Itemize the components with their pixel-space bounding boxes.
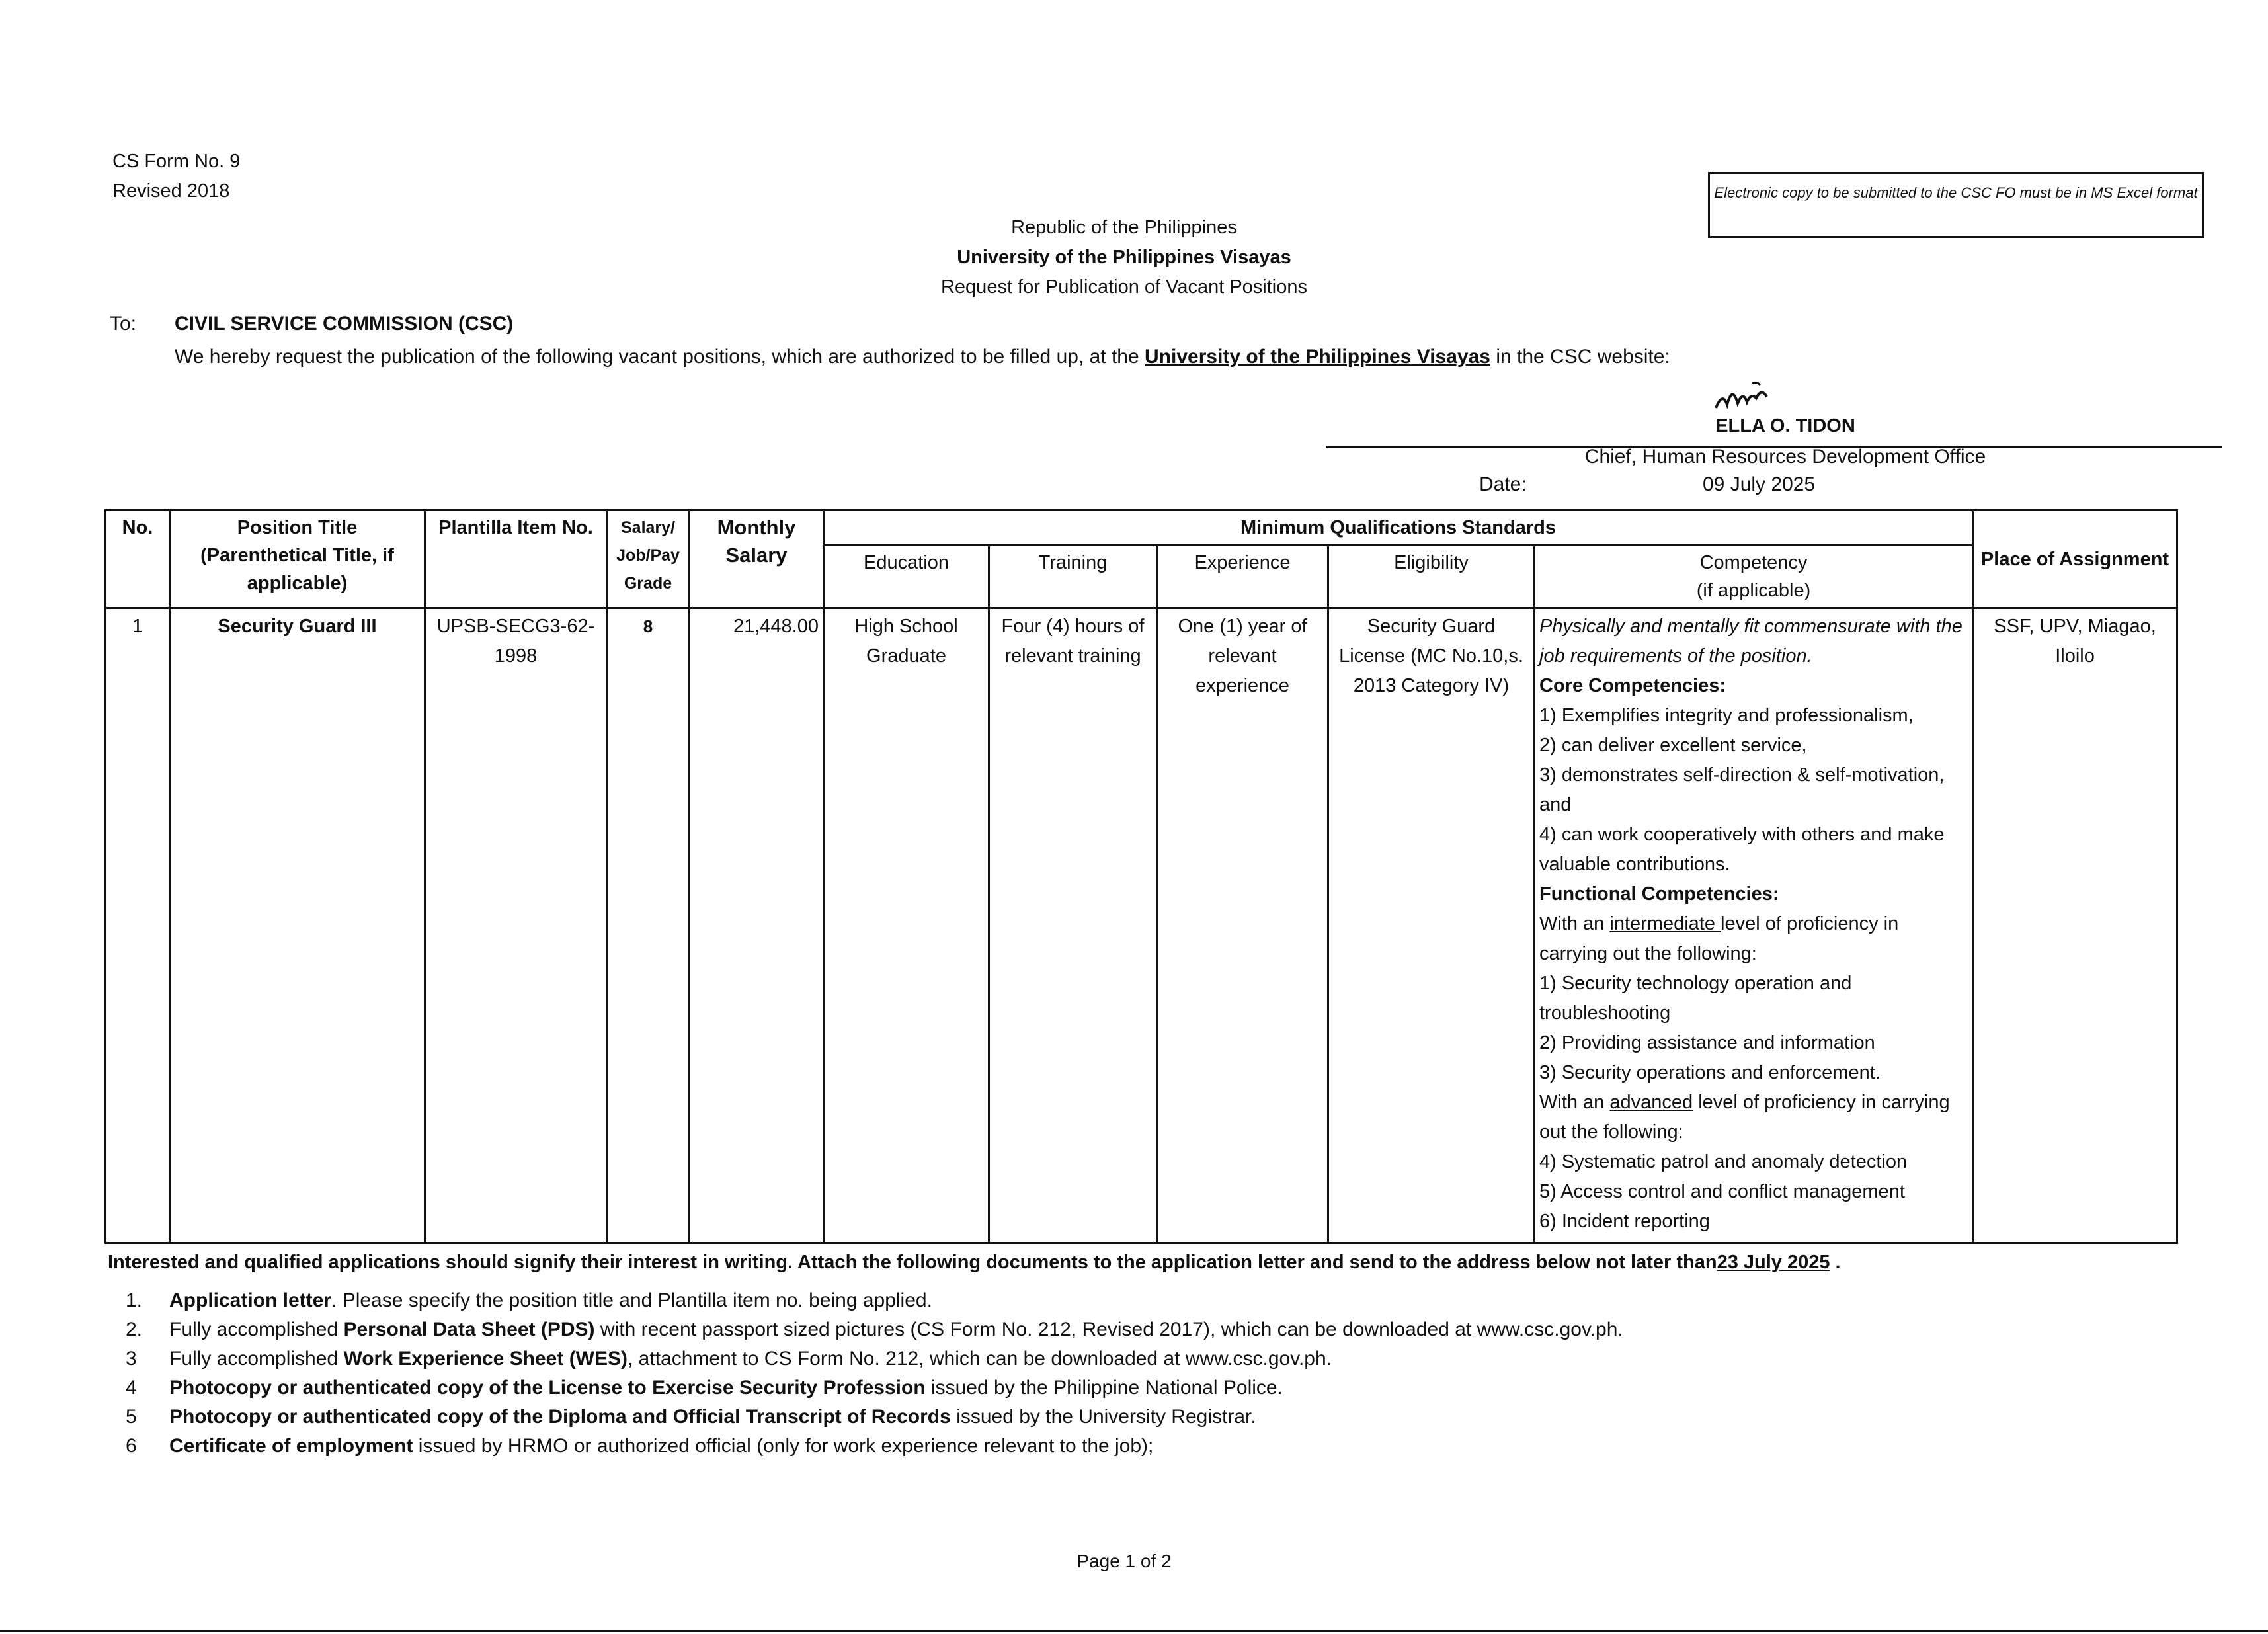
header-position-title-sub: (Parenthetical Title, if applicable) [200,545,394,594]
date-label: Date: [1479,473,1527,495]
list-item-bold: Photocopy or authenticated copy of the License to Exercise Security Profession [169,1377,926,1399]
core-competencies-label: Core Competencies: [1539,675,1726,696]
competency-intro: Physically and mentally fit commensurate with the job requirements of the position. [1539,616,1963,667]
list-item-number: 2. [126,1319,143,1340]
list-item-bold: Personal Data Sheet (PDS) [343,1319,595,1340]
form-identifier [112,147,240,206]
signatory-name: ELLA O. TIDON [1715,415,1855,436]
list-item [126,1373,1623,1403]
header-position-title [170,511,425,608]
intermediate-word: intermediate [1609,913,1721,934]
header-salary-grade: Salary/ Job/Pay Grade [607,511,690,608]
core-competency-item: 1) Exemplifies integrity and professionalism, [1539,705,1914,726]
table-header-row [106,511,2177,546]
list-item-rest: with recent passport sized pictures (CS Form No. 212, Revised 2017), which can be downloaded at www.csc.gov.ph. [594,1319,1623,1340]
cell-salary-grade: 8 [607,608,690,1243]
table-row [106,608,2177,1243]
list-item-rest: issued by the University Registrar. [950,1406,1256,1428]
requirements-list [126,1286,1623,1461]
list-item-number: 3 [126,1348,137,1369]
header-line1: Republic of the Philippines [1011,217,1237,238]
list-item-rest: . Please specify the position title and Plantilla item no. being applied. [331,1289,932,1311]
header-training: Training [989,546,1157,608]
list-item-rest: issued by HRMO or authorized official (only for work experience relevant to the job); [413,1435,1154,1457]
functional-competency-item: 4) Systematic patrol and anomaly detection [1539,1151,1908,1172]
page-number: Page 1 of 2 [1076,1551,1172,1571]
list-item-rest: , attachment to CS Form No. 212, which can be downloaded at www.csc.gov.ph. [628,1348,1332,1369]
functional-competency-item: 1) Security technology operation and troubleshooting [1539,973,1852,1024]
core-competency-item: 2) can deliver excellent service, [1539,735,1807,756]
form-number: CS Form No. 9 [112,151,241,172]
list-item [126,1344,1623,1373]
header-no: No. [106,511,170,608]
intermediate-text-after: level of proficiency in carrying out the following: [1539,913,1899,964]
cell-monthly-salary: 21,448.00 [690,608,824,1243]
list-item-number: 4 [126,1377,137,1399]
core-competency-item: 4) can work cooperatively with others and make valuable contributions. [1539,824,1945,875]
list-item [126,1403,1623,1432]
header-education: Education [824,546,989,608]
core-competency-item: 3) demonstrates self-direction & self-motivation, and [1539,764,1945,815]
header-competency-sub: (if applicable) [1696,580,1811,601]
advanced-text-before: With an [1539,1092,1610,1113]
functional-competency-item: 6) Incident reporting [1539,1211,1710,1232]
header-position-title-main: Position Title [237,517,358,538]
header-competency [1535,546,1973,608]
document-header [793,213,1455,302]
requirements-intro-suffix: . [1830,1252,1841,1273]
header-mqs: Minimum Qualifications Standards [824,511,1973,546]
requirements-intro [108,1252,1841,1274]
to-label: To: [110,313,137,335]
intro-text-before: We hereby request the publication of the following vacant positions, which are authorized to be filled up, at the [175,346,1145,368]
cell-place: SSF, UPV, Miagao, Iloilo [1973,608,2177,1243]
date-value: 09 July 2025 [1703,473,1816,495]
intermediate-text-before: With an [1539,913,1610,934]
intro-text-after: in the CSC website: [1490,346,1670,368]
advanced-text-after: level of proficiency in carrying out the following: [1539,1092,1950,1143]
list-item-number: 6 [126,1435,137,1457]
recipient-name: CIVIL SERVICE COMMISSION (CSC) [175,313,514,335]
intro-agency: University of the Philippines Visayas [1145,346,1490,368]
functional-competency-item: 3) Security operations and enforcement. [1539,1062,1881,1083]
list-item-bold: Work Experience Sheet (WES) [343,1348,628,1369]
list-item-number: 5 [126,1406,137,1428]
cell-plantilla: UPSB-SECG3-62-1998 [425,608,607,1243]
list-item-number: 1. [126,1289,143,1311]
list-item-bold: Certificate of employment [169,1435,413,1457]
signatory-title: Chief, Human Resources Development Office [1584,446,1986,468]
signature-mark [1713,378,1772,415]
functional-competency-item: 5) Access control and conflict management [1539,1181,1905,1202]
vacancy-table [104,509,2178,1244]
requirements-intro-text: Interested and qualified applications should signify their interest in writing. Attach the following documents to the application letter and send to the address below not later than [108,1252,1717,1273]
cell-no: 1 [106,608,170,1243]
header-eligibility: Eligibility [1328,546,1535,608]
form-revision: Revised 2018 [112,181,230,202]
functional-competency-item: 2) Providing assistance and information [1539,1032,1875,1053]
submission-notice: Electronic copy to be submitted to the CSC FO must be in MS Excel format [1708,172,2204,238]
header-plantilla: Plantilla Item No. [425,511,607,608]
cell-competency [1535,608,1973,1243]
advanced-proficiency-text [1539,1088,1968,1147]
header-competency-main: Competency [1699,552,1808,573]
list-item-rest: issued by the Philippine National Police. [925,1377,1283,1399]
list-item [126,1286,1623,1315]
functional-competencies-label: Functional Competencies: [1539,883,1779,905]
cell-education: High School Graduate [824,608,989,1243]
request-intro [175,346,1670,368]
bottom-divider [0,1630,2268,1632]
document-title: Request for Publication of Vacant Positions [940,276,1307,298]
header-place: Place of Assignment [1973,511,2177,608]
application-deadline: 23 July 2025 [1717,1252,1830,1273]
advanced-word: advanced [1609,1092,1693,1113]
list-item [126,1315,1623,1344]
list-item-bold: Photocopy or authenticated copy of the Diploma and Official Transcript of Records [169,1406,951,1428]
cell-training: Four (4) hours of relevant training [989,608,1157,1243]
intermediate-proficiency-text [1539,909,1968,969]
cell-experience: One (1) year of relevant experience [1157,608,1328,1243]
list-item-pre: Fully accomplished [169,1319,344,1340]
list-item-pre: Fully accomplished [169,1348,344,1369]
list-item-bold: Application letter [169,1289,332,1311]
list-item [126,1432,1623,1461]
header-experience: Experience [1157,546,1328,608]
cell-eligibility: Security Guard License (MC No.10,s. 2013 Category IV) [1328,608,1535,1243]
header-agency: University of the Philippines Visayas [957,247,1291,268]
cell-position-title: Security Guard III [170,608,425,1243]
header-monthly-salary: Monthly Salary [690,511,824,608]
